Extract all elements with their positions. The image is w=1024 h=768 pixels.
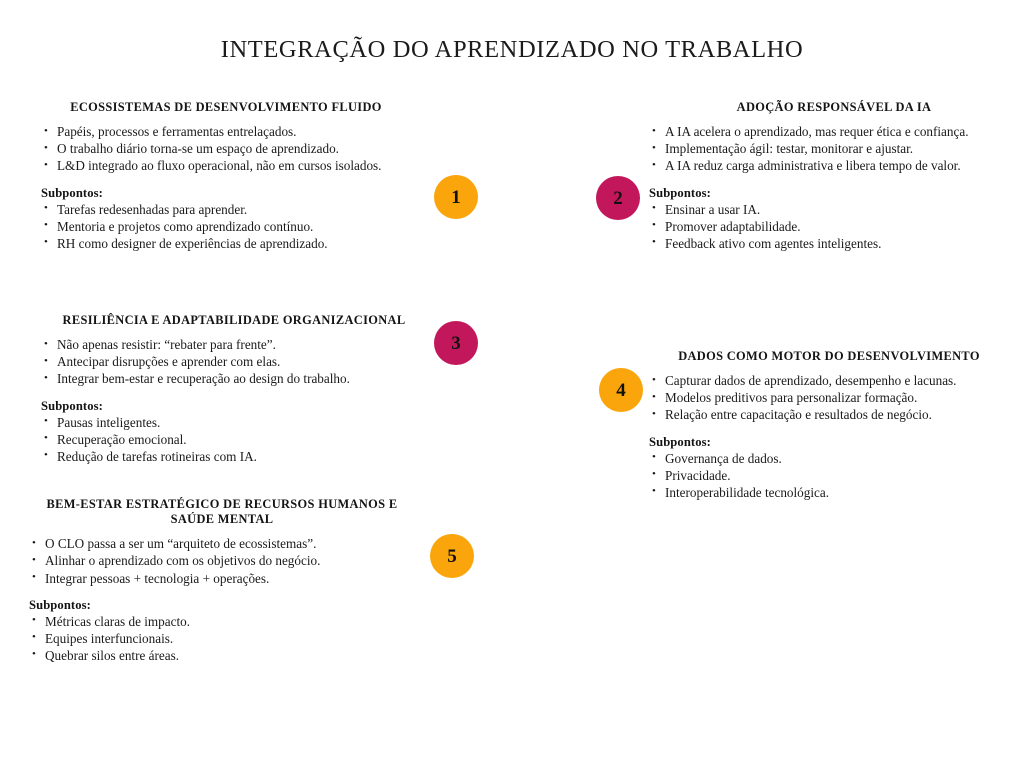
block-2-points <box>648 124 1020 175</box>
block-4-points <box>648 373 1010 424</box>
block-4-subpoints <box>648 451 1010 502</box>
block-1-subpoints <box>40 202 412 253</box>
list-item: • Mentoria e projetos como aprendizado contínuo. <box>40 219 412 236</box>
block-5-points <box>28 536 416 587</box>
list-item: • A IA reduz carga administrativa e libera tempo de valor. <box>648 158 1020 175</box>
list-item: • Pausas inteligentes. <box>40 415 428 432</box>
list-item: • L&D integrado ao fluxo operacional, não em cursos isolados. <box>40 158 412 175</box>
block-2-heading: ADOÇÃO RESPONSÁVEL DA IA <box>736 100 932 114</box>
list-item: • Modelos preditivos para personalizar formação. <box>648 390 1010 407</box>
list-item: • Promover adaptabilidade. <box>648 219 1020 236</box>
topic-block-3 <box>40 313 428 466</box>
list-item: • Feedback ativo com agentes inteligentes. <box>648 236 1020 253</box>
list-item: • Papéis, processos e ferramentas entrelaçados. <box>40 124 412 141</box>
step-number-badge-2: 2 <box>596 176 640 220</box>
list-item: • Recuperação emocional. <box>40 432 428 449</box>
list-item: • Relação entre capacitação e resultados de negócio. <box>648 407 1010 424</box>
list-item: • Ensinar a usar IA. <box>648 202 1020 219</box>
block-5-subpoints-label: Subpontos: <box>29 598 91 613</box>
list-item: • Tarefas redesenhadas para aprender. <box>40 202 412 219</box>
list-item: • Implementação ágil: testar, monitorar e ajustar. <box>648 141 1020 158</box>
list-item: • O CLO passa a ser um “arquiteto de ecossistemas”. <box>28 536 416 553</box>
topic-block-5 <box>28 497 416 665</box>
list-item: • Alinhar o aprendizado com os objetivos do negócio. <box>28 553 416 570</box>
block-1-points <box>40 124 412 175</box>
block-4-heading: DADOS COMO MOTOR DO DESENVOLVIMENTO <box>678 349 980 363</box>
block-1-heading: ECOSSISTEMAS DE DESENVOLVIMENTO FLUIDO <box>70 100 382 114</box>
list-item: • O trabalho diário torna-se um espaço de aprendizado. <box>40 141 412 158</box>
topic-block-4 <box>648 349 1010 502</box>
list-item: • RH como designer de experiências de aprendizado. <box>40 236 412 253</box>
page-title: INTEGRAÇÃO DO APRENDIZADO NO TRABALHO <box>220 36 804 64</box>
step-number-badge-4: 4 <box>599 368 643 412</box>
block-1-subpoints-label: Subpontos: <box>41 186 103 200</box>
list-item: • Capturar dados de aprendizado, desempenho e lacunas. <box>648 373 1010 390</box>
list-item: • Antecipar disrupções e aprender com elas. <box>40 354 428 371</box>
block-5-subpoints <box>28 614 416 665</box>
list-item: • Integrar bem-estar e recuperação ao design do trabalho. <box>40 371 428 388</box>
list-item: • Métricas claras de impacto. <box>28 614 416 631</box>
list-item: • Redução de tarefas rotineiras com IA. <box>40 449 428 466</box>
step-number-badge-5: 5 <box>430 534 474 578</box>
block-2-subpoints <box>648 202 1020 253</box>
list-item: • Integrar pessoas + tecnologia + operações. <box>28 571 416 588</box>
list-item: • Não apenas resistir: “rebater para frente”. <box>40 337 428 354</box>
block-3-subpoints <box>40 415 428 466</box>
list-item: • Quebrar silos entre áreas. <box>28 648 416 665</box>
step-number-badge-1: 1 <box>434 175 478 219</box>
block-4-subpoints-label: Subpontos: <box>649 435 711 449</box>
block-2-subpoints-label: Subpontos: <box>649 186 711 200</box>
list-item: • Governança de dados. <box>648 451 1010 468</box>
topic-block-1 <box>40 100 412 253</box>
block-3-points <box>40 337 428 388</box>
block-5-heading: BEM-ESTAR ESTRATÉGICO DE RECURSOS HUMANOS E SAÚDE MENTAL <box>46 497 398 527</box>
list-item: • Privacidade. <box>648 468 1010 485</box>
block-3-heading: RESILIÊNCIA E ADAPTABILIDADE ORGANIZACIONAL <box>62 313 406 327</box>
step-number-badge-3: 3 <box>434 321 478 365</box>
list-item: • A IA acelera o aprendizado, mas requer ética e confiança. <box>648 124 1020 141</box>
list-item: • Interoperabilidade tecnológica. <box>648 485 1010 502</box>
block-3-subpoints-label: Subpontos: <box>41 399 103 413</box>
topic-block-2 <box>648 100 1020 253</box>
list-item: • Equipes interfuncionais. <box>28 631 416 648</box>
